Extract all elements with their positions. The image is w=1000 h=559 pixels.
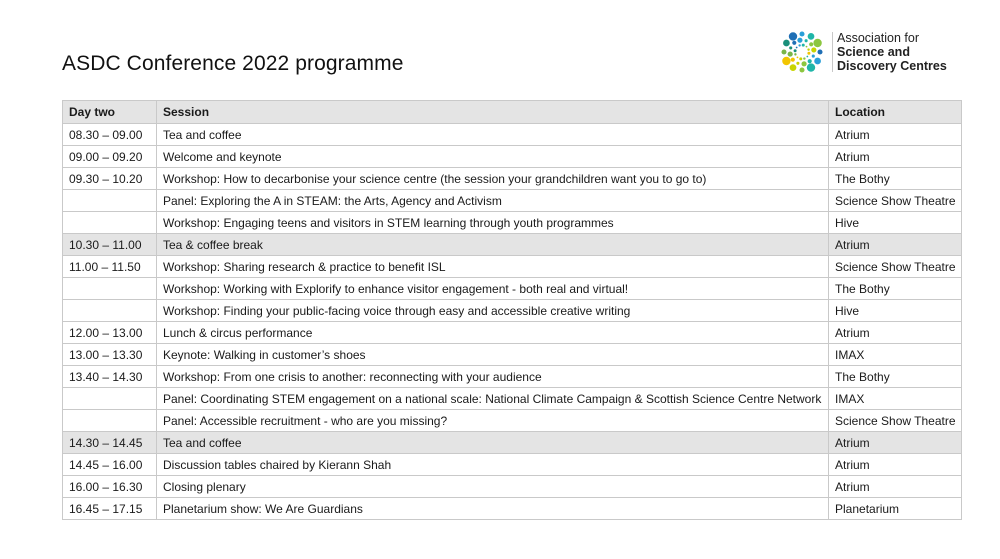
time-cell: 13.40 – 14.30: [63, 366, 157, 388]
logo-dot: [790, 64, 797, 71]
time-cell: 09.00 – 09.20: [63, 146, 157, 168]
session-cell: Workshop: Working with Explorify to enhance visitor engagement - both real and virtual!: [157, 278, 829, 300]
session-cell: Planetarium show: We Are Guardians: [157, 498, 829, 520]
location-cell: Atrium: [829, 146, 962, 168]
location-cell: Science Show Theatre: [829, 190, 962, 212]
logo-dot: [783, 40, 790, 47]
table-row: [63, 256, 962, 278]
time-cell: 09.30 – 10.20: [63, 168, 157, 190]
table-row: [63, 146, 962, 168]
logo-line-2: Science and: [837, 45, 910, 59]
location-cell: Hive: [829, 212, 962, 234]
logo-dot: [813, 39, 821, 47]
table-row: [63, 476, 962, 498]
time-cell: 14.30 – 14.45: [63, 432, 157, 454]
session-cell: Keynote: Walking in customer’s shoes: [157, 344, 829, 366]
location-cell: The Bothy: [829, 278, 962, 300]
time-cell: [63, 300, 157, 322]
time-cell: 12.00 – 13.00: [63, 322, 157, 344]
logo-dot: [811, 47, 816, 52]
location-cell: The Bothy: [829, 366, 962, 388]
logo-text: [837, 31, 947, 73]
session-cell: Panel: Exploring the A in STEAM: the Arts, Agency and Activism: [157, 190, 829, 212]
location-cell: Science Show Theatre: [829, 256, 962, 278]
location-cell: IMAX: [829, 388, 962, 410]
session-cell: Tea and coffee: [157, 124, 829, 146]
time-cell: [63, 410, 157, 432]
time-cell: [63, 212, 157, 234]
table-row: [63, 432, 962, 454]
location-cell: The Bothy: [829, 168, 962, 190]
logo-dot: [806, 56, 808, 58]
logo-dot: [797, 38, 802, 43]
logo-dot: [792, 41, 796, 45]
session-cell: Discussion tables chaired by Kierann Shah: [157, 454, 829, 476]
logo-dot: [799, 67, 804, 72]
logo-dot: [808, 59, 812, 63]
logo-dot: [807, 48, 809, 50]
header-session: Session: [157, 101, 829, 124]
session-cell: Lunch & circus performance: [157, 322, 829, 344]
time-cell: [63, 190, 157, 212]
time-cell: 14.45 – 16.00: [63, 454, 157, 476]
logo-dot: [799, 57, 802, 60]
location-cell: Atrium: [829, 432, 962, 454]
location-cell: IMAX: [829, 344, 962, 366]
logo-dot: [796, 62, 799, 65]
time-cell: 16.00 – 16.30: [63, 476, 157, 498]
session-cell: Tea and coffee: [157, 432, 829, 454]
table-row: [63, 344, 962, 366]
logo-dot: [797, 56, 799, 58]
location-cell: Atrium: [829, 234, 962, 256]
page-title: ASDC Conference 2022 programme: [62, 52, 404, 75]
table-row: [63, 366, 962, 388]
time-cell: 11.00 – 11.50: [63, 256, 157, 278]
logo-dot: [807, 52, 810, 55]
table-row: [63, 300, 962, 322]
table-row: [63, 124, 962, 146]
programme-table: [62, 100, 962, 520]
logo-line-3: Discovery Centres: [837, 59, 947, 73]
session-cell: Panel: Coordinating STEM engagement on a national scale: National Climate Campaign & Scottish Science Centre Network: [157, 388, 829, 410]
time-cell: 16.45 – 17.15: [63, 498, 157, 520]
logo-dot: [782, 57, 790, 65]
location-cell: Hive: [829, 300, 962, 322]
logo-dot: [791, 58, 795, 62]
logo-dot: [812, 55, 815, 58]
logo-dot: [814, 58, 821, 65]
session-cell: Panel: Accessible recruitment - who are you missing?: [157, 410, 829, 432]
asdc-logo: [780, 28, 970, 78]
location-cell: Atrium: [829, 124, 962, 146]
logo-dot: [809, 42, 813, 46]
time-cell: 13.00 – 13.30: [63, 344, 157, 366]
time-cell: [63, 278, 157, 300]
session-cell: Workshop: Sharing research & practice to benefit ISL: [157, 256, 829, 278]
table-header-row: [63, 101, 962, 124]
logo-dot: [801, 61, 806, 66]
location-cell: Planetarium: [829, 498, 962, 520]
logo-dot: [789, 46, 792, 49]
session-cell: Closing plenary: [157, 476, 829, 498]
logo-dot: [794, 53, 796, 55]
logo-divider: [832, 32, 833, 72]
table-row: [63, 234, 962, 256]
table-row: [63, 410, 962, 432]
time-cell: 08.30 – 09.00: [63, 124, 157, 146]
header-day-two: Day two: [63, 101, 157, 124]
logo-dot: [794, 49, 797, 52]
logo-line-1: Association for: [837, 31, 919, 45]
location-cell: Atrium: [829, 476, 962, 498]
session-cell: Tea & coffee break: [157, 234, 829, 256]
logo-dot: [798, 44, 800, 46]
header-location: Location: [829, 101, 962, 124]
logo-dot: [808, 33, 815, 40]
session-cell: Workshop: Finding your public-facing voice through easy and accessible creative writing: [157, 300, 829, 322]
logo-dots-icon: [780, 28, 830, 78]
location-cell: Science Show Theatre: [829, 410, 962, 432]
logo-dot: [789, 32, 797, 40]
logo-dot: [805, 39, 808, 42]
table-row: [63, 212, 962, 234]
logo-dot: [817, 49, 822, 54]
logo-dot: [799, 31, 804, 36]
table-row: [63, 168, 962, 190]
table-row: [63, 454, 962, 476]
logo-dot: [803, 57, 805, 59]
logo-dot: [796, 47, 798, 49]
logo-dot: [781, 49, 786, 54]
session-cell: Workshop: How to decarbonise your science centre (the session your grandchildren want you to go to): [157, 168, 829, 190]
logo-dot: [807, 63, 815, 71]
table-row: [63, 322, 962, 344]
session-cell: Workshop: From one crisis to another: reconnecting with your audience: [157, 366, 829, 388]
session-cell: Welcome and keynote: [157, 146, 829, 168]
table-row: [63, 190, 962, 212]
logo-dot: [806, 46, 808, 48]
table-row: [63, 278, 962, 300]
logo-dot: [788, 51, 793, 56]
table-row: [63, 388, 962, 410]
session-cell: Workshop: Engaging teens and visitors in STEM learning through youth programmes: [157, 212, 829, 234]
time-cell: 10.30 – 11.00: [63, 234, 157, 256]
table-row: [63, 498, 962, 520]
location-cell: Atrium: [829, 322, 962, 344]
location-cell: Atrium: [829, 454, 962, 476]
time-cell: [63, 388, 157, 410]
logo-dot: [802, 44, 805, 47]
